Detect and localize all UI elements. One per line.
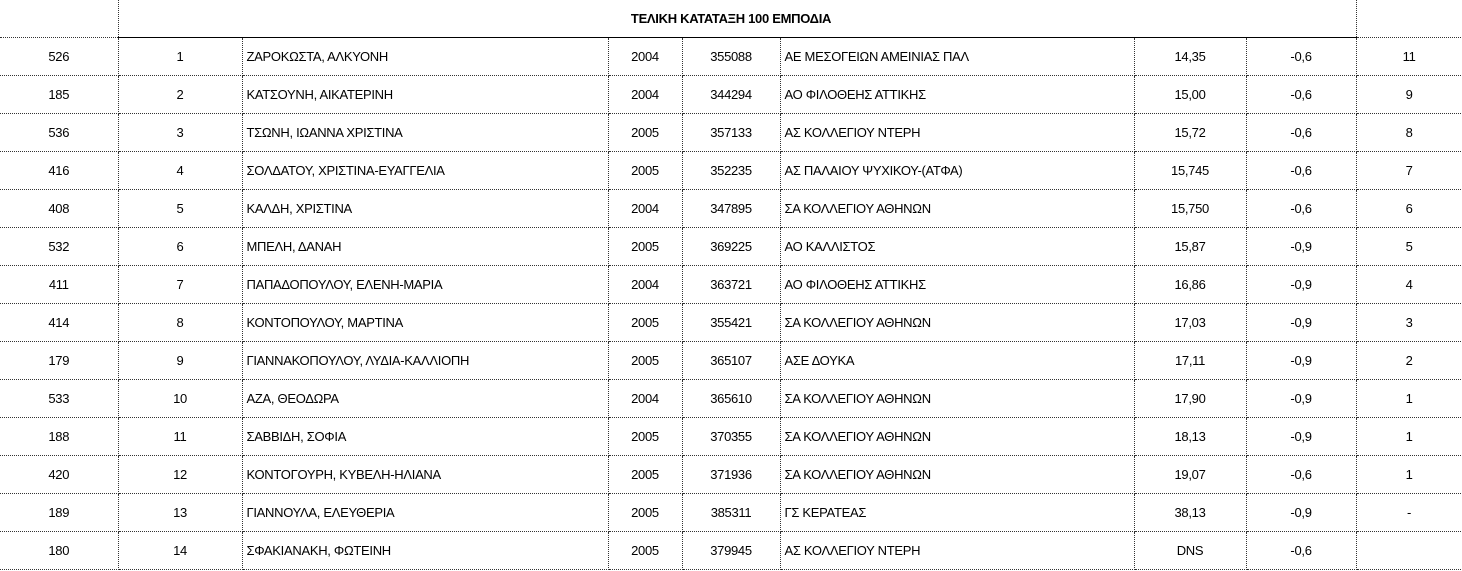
athlete-name-cell: ΖΑΡΟΚΩΣΤΑ, ΑΛΚΥΟΝΗ xyxy=(242,38,608,76)
club-cell: ΣΑ ΚΟΛΛΕΓΙΟΥ ΑΘΗΝΩΝ xyxy=(780,456,1134,494)
place-cell: 9 xyxy=(118,342,242,380)
table-row xyxy=(0,114,1462,152)
wind-cell: -0,6 xyxy=(1246,190,1356,228)
birth-year-cell: 2004 xyxy=(608,190,682,228)
athlete-id-cell: 363721 xyxy=(682,266,780,304)
table-row xyxy=(0,152,1462,190)
athlete-name-cell: ΓΙΑΝΝΟΥΛΑ, ΕΛΕΥΘΕΡΙΑ xyxy=(242,494,608,532)
place-cell: 12 xyxy=(118,456,242,494)
wind-cell: -0,9 xyxy=(1246,342,1356,380)
time-cell: 16,86 xyxy=(1134,266,1246,304)
time-cell: 17,90 xyxy=(1134,380,1246,418)
athlete-name-cell: ΚΟΝΤΟΠΟΥΛΟΥ, ΜΑΡΤΙΝΑ xyxy=(242,304,608,342)
bib-cell: 408 xyxy=(0,190,118,228)
club-cell: ΑΣΕ ΔΟΥΚΑ xyxy=(780,342,1134,380)
time-cell: 17,11 xyxy=(1134,342,1246,380)
place-cell: 10 xyxy=(118,380,242,418)
points-cell: 9 xyxy=(1356,76,1462,114)
athlete-id-cell: 370355 xyxy=(682,418,780,456)
points-cell: 3 xyxy=(1356,304,1462,342)
time-cell: 14,35 xyxy=(1134,38,1246,76)
athlete-name-cell: ΜΠΕΛΗ, ΔΑΝΑΗ xyxy=(242,228,608,266)
athlete-id-cell: 355088 xyxy=(682,38,780,76)
points-cell: 1 xyxy=(1356,456,1462,494)
athlete-id-cell: 371936 xyxy=(682,456,780,494)
wind-cell: -0,6 xyxy=(1246,76,1356,114)
bib-cell: 188 xyxy=(0,418,118,456)
athlete-name-cell: ΣΟΛΔΑΤΟΥ, ΧΡΙΣΤΙΝΑ-ΕΥΑΓΓΕΛΙΑ xyxy=(242,152,608,190)
club-cell: ΑΣ ΚΟΛΛΕΓΙΟΥ ΝΤΕΡΗ xyxy=(780,532,1134,570)
club-cell: ΑΟ ΦΙΛΟΘΕΗΣ ΑΤΤΙΚΗΣ xyxy=(780,76,1134,114)
club-cell: ΣΑ ΚΟΛΛΕΓΙΟΥ ΑΘΗΝΩΝ xyxy=(780,418,1134,456)
bib-cell: 536 xyxy=(0,114,118,152)
bib-cell: 532 xyxy=(0,228,118,266)
wind-cell: -0,9 xyxy=(1246,380,1356,418)
wind-cell: -0,6 xyxy=(1246,114,1356,152)
table-row xyxy=(0,266,1462,304)
place-cell: 1 xyxy=(118,38,242,76)
bib-cell: 179 xyxy=(0,342,118,380)
birth-year-cell: 2005 xyxy=(608,494,682,532)
time-cell: 38,13 xyxy=(1134,494,1246,532)
wind-cell: -0,9 xyxy=(1246,494,1356,532)
athlete-id-cell: 357133 xyxy=(682,114,780,152)
athlete-name-cell: ΠΑΠΑΔΟΠΟΥΛΟΥ, ΕΛΕΝΗ-ΜΑΡΙΑ xyxy=(242,266,608,304)
athlete-name-cell: ΣΑΒΒΙΔΗ, ΣΟΦΙΑ xyxy=(242,418,608,456)
points-cell xyxy=(1356,532,1462,570)
place-cell: 8 xyxy=(118,304,242,342)
time-cell: 15,745 xyxy=(1134,152,1246,190)
table-row xyxy=(0,38,1462,76)
birth-year-cell: 2004 xyxy=(608,266,682,304)
wind-cell: -0,6 xyxy=(1246,38,1356,76)
athlete-id-cell: 385311 xyxy=(682,494,780,532)
birth-year-cell: 2004 xyxy=(608,76,682,114)
bib-cell: 414 xyxy=(0,304,118,342)
bib-cell: 411 xyxy=(0,266,118,304)
place-cell: 2 xyxy=(118,76,242,114)
wind-cell: -0,9 xyxy=(1246,304,1356,342)
table-row xyxy=(0,456,1462,494)
place-cell: 11 xyxy=(118,418,242,456)
table-row xyxy=(0,190,1462,228)
athlete-id-cell: 365107 xyxy=(682,342,780,380)
club-cell: ΑΟ ΚΑΛΛΙΣΤΟΣ xyxy=(780,228,1134,266)
time-cell: 15,72 xyxy=(1134,114,1246,152)
time-cell: 15,750 xyxy=(1134,190,1246,228)
table-header-row xyxy=(0,0,1462,38)
club-cell: ΑΟ ΦΙΛΟΘΕΗΣ ΑΤΤΙΚΗΣ xyxy=(780,266,1134,304)
bib-cell: 180 xyxy=(0,532,118,570)
athlete-name-cell: ΣΦΑΚΙΑΝΑΚΗ, ΦΩΤΕΙΝΗ xyxy=(242,532,608,570)
table-row xyxy=(0,228,1462,266)
athlete-id-cell: 352235 xyxy=(682,152,780,190)
header-blank-cell xyxy=(0,0,118,38)
table-title-cell xyxy=(118,0,1356,38)
birth-year-cell: 2005 xyxy=(608,304,682,342)
header-blank-cell xyxy=(1356,0,1462,38)
club-cell: ΑΕ ΜΕΣΟΓΕΙΩΝ ΑΜΕΙΝΙΑΣ ΠΑΛ xyxy=(780,38,1134,76)
athlete-name-cell: ΚΟΝΤΟΓΟΥΡΗ, ΚΥΒΕΛΗ-ΗΛΙΑΝΑ xyxy=(242,456,608,494)
wind-cell: -0,9 xyxy=(1246,228,1356,266)
bib-cell: 420 xyxy=(0,456,118,494)
athlete-id-cell: 365610 xyxy=(682,380,780,418)
club-cell: ΑΣ ΚΟΛΛΕΓΙΟΥ ΝΤΕΡΗ xyxy=(780,114,1134,152)
bib-cell: 189 xyxy=(0,494,118,532)
points-cell: 6 xyxy=(1356,190,1462,228)
points-cell: 7 xyxy=(1356,152,1462,190)
athlete-name-cell: ΤΣΩΝΗ, ΙΩΑΝΝΑ ΧΡΙΣΤΙΝΑ xyxy=(242,114,608,152)
athlete-id-cell: 344294 xyxy=(682,76,780,114)
place-cell: 4 xyxy=(118,152,242,190)
table-row xyxy=(0,76,1462,114)
place-cell: 6 xyxy=(118,228,242,266)
points-cell: 4 xyxy=(1356,266,1462,304)
bib-cell: 526 xyxy=(0,38,118,76)
bib-cell: 185 xyxy=(0,76,118,114)
table-row xyxy=(0,380,1462,418)
birth-year-cell: 2004 xyxy=(608,38,682,76)
wind-cell: -0,9 xyxy=(1246,418,1356,456)
time-cell: 15,00 xyxy=(1134,76,1246,114)
points-cell: 5 xyxy=(1356,228,1462,266)
bib-cell: 533 xyxy=(0,380,118,418)
club-cell: ΓΣ ΚΕΡΑΤΕΑΣ xyxy=(780,494,1134,532)
place-cell: 3 xyxy=(118,114,242,152)
table-title: ΤΕΛΙΚΗ ΚΑΤΑΤΑΞΗ 100 ΕΜΠΟΔΙΑ xyxy=(630,11,832,26)
birth-year-cell: 2005 xyxy=(608,342,682,380)
club-cell: ΣΑ ΚΟΛΛΕΓΙΟΥ ΑΘΗΝΩΝ xyxy=(780,190,1134,228)
athlete-name-cell: ΑΖΑ, ΘΕΟΔΩΡΑ xyxy=(242,380,608,418)
athlete-id-cell: 379945 xyxy=(682,532,780,570)
place-cell: 14 xyxy=(118,532,242,570)
wind-cell: -0,6 xyxy=(1246,532,1356,570)
table-row xyxy=(0,532,1462,570)
birth-year-cell: 2005 xyxy=(608,456,682,494)
table-row xyxy=(0,418,1462,456)
points-cell: 1 xyxy=(1356,418,1462,456)
points-cell: 2 xyxy=(1356,342,1462,380)
time-cell: 18,13 xyxy=(1134,418,1246,456)
athlete-id-cell: 369225 xyxy=(682,228,780,266)
place-cell: 7 xyxy=(118,266,242,304)
birth-year-cell: 2005 xyxy=(608,418,682,456)
wind-cell: -0,6 xyxy=(1246,152,1356,190)
time-cell: 15,87 xyxy=(1134,228,1246,266)
birth-year-cell: 2004 xyxy=(608,380,682,418)
place-cell: 5 xyxy=(118,190,242,228)
club-cell: ΣΑ ΚΟΛΛΕΓΙΟΥ ΑΘΗΝΩΝ xyxy=(780,304,1134,342)
table-row xyxy=(0,342,1462,380)
birth-year-cell: 2005 xyxy=(608,228,682,266)
points-cell: 8 xyxy=(1356,114,1462,152)
wind-cell: -0,6 xyxy=(1246,456,1356,494)
club-cell: ΣΑ ΚΟΛΛΕΓΙΟΥ ΑΘΗΝΩΝ xyxy=(780,380,1134,418)
bib-cell: 416 xyxy=(0,152,118,190)
club-cell: ΑΣ ΠΑΛΑΙΟΥ ΨΥΧΙΚΟΥ-(ΑΤΦΑ) xyxy=(780,152,1134,190)
time-cell: 17,03 xyxy=(1134,304,1246,342)
table-row xyxy=(0,494,1462,532)
athlete-id-cell: 355421 xyxy=(682,304,780,342)
wind-cell: -0,9 xyxy=(1246,266,1356,304)
birth-year-cell: 2005 xyxy=(608,114,682,152)
place-cell: 13 xyxy=(118,494,242,532)
points-cell: 11 xyxy=(1356,38,1462,76)
birth-year-cell: 2005 xyxy=(608,152,682,190)
points-cell: - xyxy=(1356,494,1462,532)
table-row xyxy=(0,304,1462,342)
points-cell: 1 xyxy=(1356,380,1462,418)
time-cell: 19,07 xyxy=(1134,456,1246,494)
athlete-name-cell: ΚΑΤΣΟΥΝΗ, ΑΙΚΑΤΕΡΙΝΗ xyxy=(242,76,608,114)
athlete-id-cell: 347895 xyxy=(682,190,780,228)
athlete-name-cell: ΚΑΛΔΗ, ΧΡΙΣΤΙΝΑ xyxy=(242,190,608,228)
time-cell: DNS xyxy=(1134,532,1246,570)
athlete-name-cell: ΓΙΑΝΝΑΚΟΠΟΥΛΟΥ, ΛΥΔΙΑ-ΚΑΛΛΙΟΠΗ xyxy=(242,342,608,380)
birth-year-cell: 2005 xyxy=(608,532,682,570)
